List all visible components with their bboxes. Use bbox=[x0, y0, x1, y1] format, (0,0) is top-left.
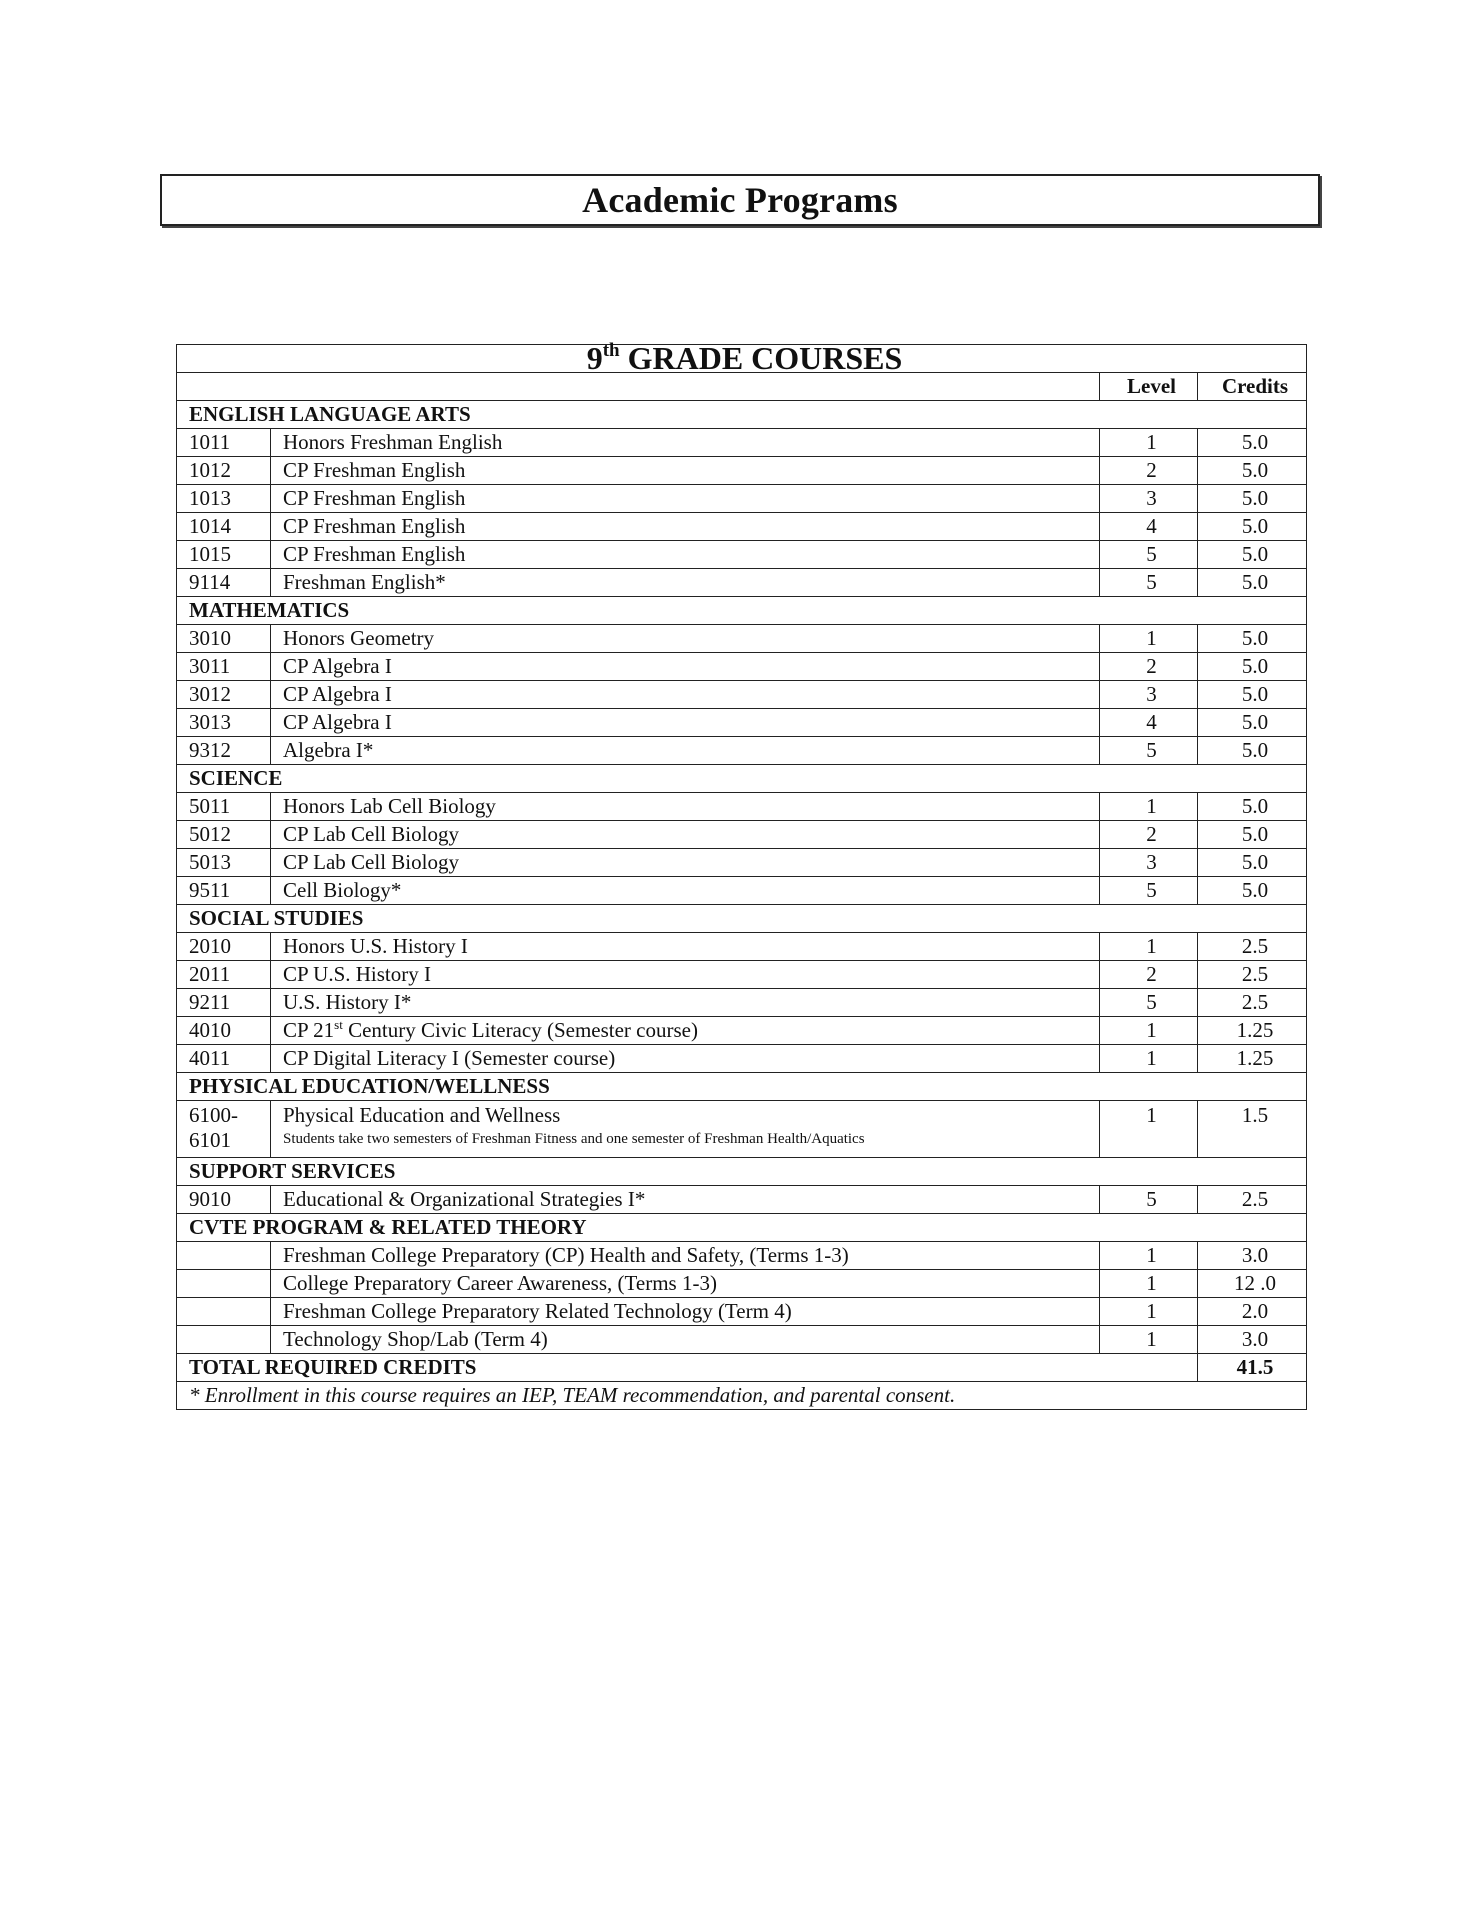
table-row bbox=[177, 513, 1307, 541]
course-credits: 5.0 bbox=[1198, 849, 1307, 877]
footnote: * Enrollment in this course requires an IEP, TEAM recommendation, and parental consent. bbox=[177, 1382, 1307, 1410]
table-row bbox=[177, 541, 1307, 569]
course-title: Physical Education and Wellness Students take two semesters of Freshman Fitness and one semester of Freshman Health/Aquatics bbox=[271, 1101, 1100, 1158]
section-cvte bbox=[177, 1214, 1307, 1354]
course-credits: 5.0 bbox=[1198, 485, 1307, 513]
course-title: Educational & Organizational Strategies I* bbox=[271, 1186, 1100, 1214]
course-code bbox=[177, 1242, 271, 1270]
course-credits: 5.0 bbox=[1198, 569, 1307, 597]
table-row bbox=[177, 989, 1307, 1017]
course-credits: 5.0 bbox=[1198, 709, 1307, 737]
section-heading: SOCIAL STUDIES bbox=[177, 905, 1307, 933]
course-credits: 1.25 bbox=[1198, 1045, 1307, 1073]
course-code: 9312 bbox=[177, 737, 271, 765]
course-credits: 5.0 bbox=[1198, 681, 1307, 709]
section-pe bbox=[177, 1073, 1307, 1158]
course-code: 1011 bbox=[177, 429, 271, 457]
total-row bbox=[177, 1354, 1307, 1382]
course-title: CP Lab Cell Biology bbox=[271, 849, 1100, 877]
course-title: Algebra I* bbox=[271, 737, 1100, 765]
course-title: Honors Freshman English bbox=[271, 429, 1100, 457]
course-level: 1 bbox=[1100, 625, 1198, 653]
table-row bbox=[177, 821, 1307, 849]
section-heading: ENGLISH LANGUAGE ARTS bbox=[177, 401, 1307, 429]
course-level: 2 bbox=[1100, 961, 1198, 989]
page-title-box bbox=[160, 174, 1320, 226]
course-level: 2 bbox=[1100, 653, 1198, 681]
course-title: CP 21st Century Civic Literacy (Semester course) bbox=[271, 1017, 1100, 1045]
course-code: 5013 bbox=[177, 849, 271, 877]
course-code bbox=[177, 1270, 271, 1298]
course-credits: 5.0 bbox=[1198, 513, 1307, 541]
course-credits: 5.0 bbox=[1198, 457, 1307, 485]
course-credits: 5.0 bbox=[1198, 429, 1307, 457]
section-header-row bbox=[177, 401, 1307, 429]
course-level: 1 bbox=[1100, 1298, 1198, 1326]
course-table bbox=[176, 340, 1307, 1410]
section-heading: PHYSICAL EDUCATION/WELLNESS bbox=[177, 1073, 1307, 1101]
column-header-row bbox=[177, 373, 1307, 401]
course-level: 4 bbox=[1100, 709, 1198, 737]
course-credits: 5.0 bbox=[1198, 541, 1307, 569]
course-level: 5 bbox=[1100, 1186, 1198, 1214]
course-note: Students take two semesters of Freshman Fitness and one semester of Freshman Health/Aquatics bbox=[283, 1131, 865, 1147]
course-title: CP Lab Cell Biology bbox=[271, 821, 1100, 849]
section-header-row bbox=[177, 905, 1307, 933]
section-english bbox=[177, 401, 1307, 597]
table-row bbox=[177, 1270, 1307, 1298]
course-level: 1 bbox=[1100, 1101, 1198, 1158]
course-code: 5012 bbox=[177, 821, 271, 849]
course-code: 9114 bbox=[177, 569, 271, 597]
course-level: 3 bbox=[1100, 485, 1198, 513]
course-credits: 3.0 bbox=[1198, 1326, 1307, 1354]
course-title: Freshman English* bbox=[271, 569, 1100, 597]
course-code: 5011 bbox=[177, 793, 271, 821]
course-level: 2 bbox=[1100, 821, 1198, 849]
course-credits: 2.5 bbox=[1198, 1186, 1307, 1214]
table-row bbox=[177, 737, 1307, 765]
course-credits: 1.25 bbox=[1198, 1017, 1307, 1045]
course-code: 3010 bbox=[177, 625, 271, 653]
course-level: 1 bbox=[1100, 1017, 1198, 1045]
table-row bbox=[177, 1101, 1307, 1158]
course-code: 9211 bbox=[177, 989, 271, 1017]
table-row bbox=[177, 1242, 1307, 1270]
course-title: U.S. History I* bbox=[271, 989, 1100, 1017]
table-row bbox=[177, 877, 1307, 905]
table-row bbox=[177, 1017, 1307, 1045]
course-code: 3012 bbox=[177, 681, 271, 709]
table-row bbox=[177, 625, 1307, 653]
section-heading: SCIENCE bbox=[177, 765, 1307, 793]
section-heading: MATHEMATICS bbox=[177, 597, 1307, 625]
course-code: 6100- 6101 bbox=[177, 1101, 271, 1158]
table-row bbox=[177, 457, 1307, 485]
section-math bbox=[177, 597, 1307, 765]
table-row bbox=[177, 569, 1307, 597]
table-row bbox=[177, 429, 1307, 457]
course-title: CP Algebra I bbox=[271, 681, 1100, 709]
course-level: 1 bbox=[1100, 429, 1198, 457]
course-code: 3013 bbox=[177, 709, 271, 737]
course-code: 2010 bbox=[177, 933, 271, 961]
course-credits: 5.0 bbox=[1198, 625, 1307, 653]
course-level: 5 bbox=[1100, 737, 1198, 765]
table-row bbox=[177, 485, 1307, 513]
course-credits: 12 .0 bbox=[1198, 1270, 1307, 1298]
course-title: CP Algebra I bbox=[271, 653, 1100, 681]
course-credits: 2.5 bbox=[1198, 989, 1307, 1017]
course-title: Freshman College Preparatory (CP) Health and Safety, (Terms 1-3) bbox=[271, 1242, 1100, 1270]
course-level: 5 bbox=[1100, 541, 1198, 569]
course-title: College Preparatory Career Awareness, (Terms 1-3) bbox=[271, 1270, 1100, 1298]
course-title: Technology Shop/Lab (Term 4) bbox=[271, 1326, 1100, 1354]
course-level: 1 bbox=[1100, 1326, 1198, 1354]
course-level: 1 bbox=[1100, 1242, 1198, 1270]
table-row bbox=[177, 709, 1307, 737]
course-level: 4 bbox=[1100, 513, 1198, 541]
course-code: 2011 bbox=[177, 961, 271, 989]
course-code: 3011 bbox=[177, 653, 271, 681]
course-title: CP Freshman English bbox=[271, 457, 1100, 485]
course-code: 4011 bbox=[177, 1045, 271, 1073]
course-code: 9010 bbox=[177, 1186, 271, 1214]
table-row bbox=[177, 1045, 1307, 1073]
course-title: CP Freshman English bbox=[271, 485, 1100, 513]
table-title: 9th GRADE COURSES bbox=[177, 345, 1307, 373]
table-row bbox=[177, 1186, 1307, 1214]
table-title-row bbox=[177, 345, 1307, 373]
section-header-row bbox=[177, 765, 1307, 793]
course-credits: 3.0 bbox=[1198, 1242, 1307, 1270]
course-credits: 2.0 bbox=[1198, 1298, 1307, 1326]
course-code bbox=[177, 1326, 271, 1354]
course-level: 1 bbox=[1100, 933, 1198, 961]
course-title: CP Freshman English bbox=[271, 541, 1100, 569]
course-level: 2 bbox=[1100, 457, 1198, 485]
course-level: 1 bbox=[1100, 1270, 1198, 1298]
course-level: 5 bbox=[1100, 989, 1198, 1017]
table-row bbox=[177, 933, 1307, 961]
course-code: 1013 bbox=[177, 485, 271, 513]
course-credits: 5.0 bbox=[1198, 653, 1307, 681]
section-heading: SUPPORT SERVICES bbox=[177, 1158, 1307, 1186]
section-header-row bbox=[177, 1214, 1307, 1242]
course-title: Honors Geometry bbox=[271, 625, 1100, 653]
course-credits: 5.0 bbox=[1198, 877, 1307, 905]
course-title: Cell Biology* bbox=[271, 877, 1100, 905]
course-title: Freshman College Preparatory Related Technology (Term 4) bbox=[271, 1298, 1100, 1326]
section-header-row bbox=[177, 1073, 1307, 1101]
course-title: CP Freshman English bbox=[271, 513, 1100, 541]
course-title: Honors U.S. History I bbox=[271, 933, 1100, 961]
table-row bbox=[177, 681, 1307, 709]
course-title: CP Algebra I bbox=[271, 709, 1100, 737]
table-row bbox=[177, 793, 1307, 821]
credits-header: Credits bbox=[1198, 373, 1307, 401]
course-credits: 5.0 bbox=[1198, 821, 1307, 849]
course-credits: 1.5 bbox=[1198, 1101, 1307, 1158]
table-row bbox=[177, 849, 1307, 877]
course-level: 3 bbox=[1100, 849, 1198, 877]
section-science bbox=[177, 765, 1307, 905]
course-title: Honors Lab Cell Biology bbox=[271, 793, 1100, 821]
table-row bbox=[177, 1298, 1307, 1326]
course-code bbox=[177, 1298, 271, 1326]
course-level: 3 bbox=[1100, 681, 1198, 709]
course-level: 5 bbox=[1100, 569, 1198, 597]
table-row bbox=[177, 653, 1307, 681]
course-code: 1015 bbox=[177, 541, 271, 569]
course-code: 4010 bbox=[177, 1017, 271, 1045]
section-header-row bbox=[177, 597, 1307, 625]
table-row bbox=[177, 1326, 1307, 1354]
course-credits: 2.5 bbox=[1198, 933, 1307, 961]
section-heading: CVTE PROGRAM & RELATED THEORY bbox=[177, 1214, 1307, 1242]
course-level: 5 bbox=[1100, 877, 1198, 905]
course-code: 1012 bbox=[177, 457, 271, 485]
section-support-services bbox=[177, 1158, 1307, 1214]
section-header-row bbox=[177, 1158, 1307, 1186]
total-value: 41.5 bbox=[1198, 1354, 1307, 1382]
page-title: Academic Programs bbox=[582, 180, 898, 220]
course-level: 1 bbox=[1100, 1045, 1198, 1073]
course-credits: 5.0 bbox=[1198, 793, 1307, 821]
course-code: 9511 bbox=[177, 877, 271, 905]
course-code: 1014 bbox=[177, 513, 271, 541]
course-title: CP U.S. History I bbox=[271, 961, 1100, 989]
section-social-studies bbox=[177, 905, 1307, 1073]
course-credits: 2.5 bbox=[1198, 961, 1307, 989]
footnote-row bbox=[177, 1382, 1307, 1410]
course-title: CP Digital Literacy I (Semester course) bbox=[271, 1045, 1100, 1073]
level-header: Level bbox=[1100, 373, 1198, 401]
course-credits: 5.0 bbox=[1198, 737, 1307, 765]
course-level: 1 bbox=[1100, 793, 1198, 821]
table-row bbox=[177, 961, 1307, 989]
total-label: TOTAL REQUIRED CREDITS bbox=[177, 1354, 1198, 1382]
